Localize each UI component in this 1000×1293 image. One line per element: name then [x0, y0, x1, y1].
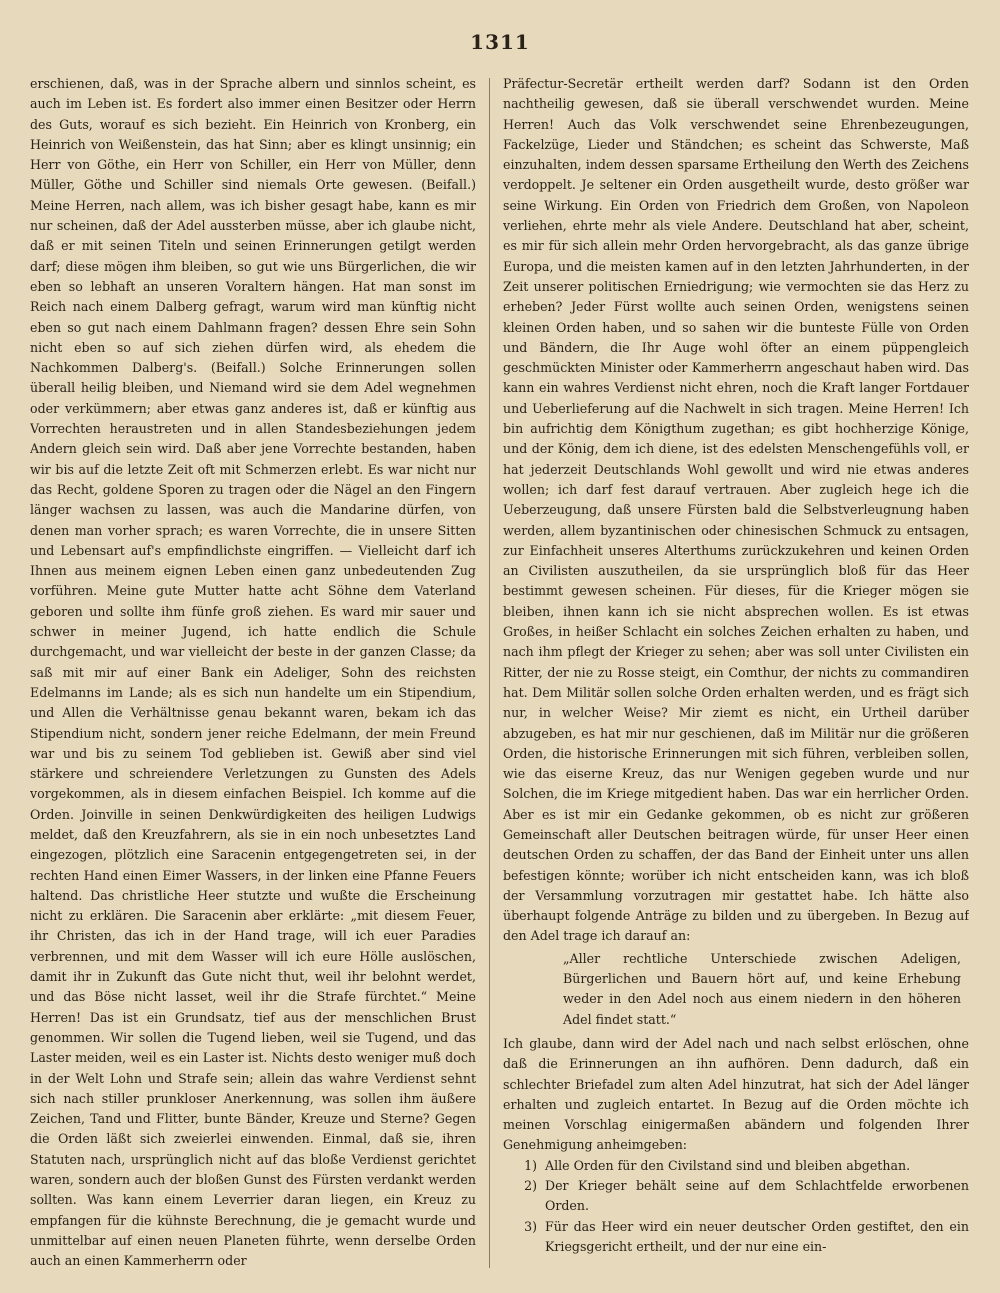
list-item-text: Der Krieger behält seine auf dem Schlachtfelde erworbenen Orden.: [545, 1178, 969, 1214]
right-paragraph-1: Präfectur-Secretär ertheilt werden darf? Sodann ist den Orden nachtheilig gewesen, daß sie überall verschwendet wurden. Meine Herren! Auch das Volk verschwendet seine Ehrenbezeugungen, Fackelzüge, Lieder und Ständchen; es scheint das Schwerste, Maß einzuhalten, indem dessen sparsame Ertheilung den Werth des Zeichens verdoppelt. Je seltener ein Orden ausgetheilt wurde, desto größer war seine Wirkung. Ein Orden von Friedrich dem Großen, von Napoleon verliehen, ehrte mehr als viele Andere. Deutschland hat aber, scheint, es mir für sich allein mehr Orden hervorgebracht, als das ganze übrige Europa, und die meisten kamen auf in den letzten Jahrhunderten, in der Zeit unserer politischen Erniedrigung; wie vermochten sie das Herz zu erheben? Jeder Fürst wollte auch seinen Orden, wenigstens seinen kleinen Orden haben, und so sahen wir die bunteste Fülle von Orden und Bändern, die Ihr Auge wohl öfter an einem püppengleich geschmückten Minister oder Kammerherrn angeschaut haben wird. Das kann ein wahres Verdienst nicht ehren, noch die Kraft langer Fortdauer und Ueberlieferung auf die Nachwelt in sich tragen. Meine Herren! Ich bin aufrichtig dem Königthum zugethan; es gibt hochherzige Könige, und der König, dem ich diene, ist des edelsten Menschengefühls voll, er hat jederzeit Deutschlands Wohl gewollt und wird nie etwas anderes wollen; ich darf fest darauf vertrauen. Aber zugleich hege ich die Ueberzeugung, daß unsere Fürsten bald die Selbstverleugnung haben werden, allem byzantinischen oder chinesischen Schmuck zu entsagen, zur Einfachheit unseres Alterthums zurückzukehren und keinen Orden an Civilisten auszutheilen, da sie ursprünglich bloß für das Heer bestimmt gewesen scheinen. Für dieses, für die Krieger mögen sie bleiben, ihnen kann ich sie nicht absprechen wollen. Es ist etwas Großes, in heißer Schlacht ein solches Zeichen erhalten zu haben, und nach ihm pflegt der Krieger zu sehen; aber was soll unter Civilisten ein Ritter, der nie zu Rosse steigt, ein Comthur, der nichts zu commandiren hat. Dem Militär sollen solche Orden erhalten werden, und es frägt sich nur, in welcher Weise? Mir ziemt es nicht, ein Urtheil darüber abzugeben, es hat mir nur geschienen, daß im Militär nur die größeren Orden, die historische Erinnerungen mit sich führen, verbleiben sollen, wie das eiserne Kreuz, das nur Wenigen gegeben wurde und nur Solchen, die im Kriege mitgedient haben. Das war ein herrlicher Orden. Aber es ist mir ein Gedanke gekommen, ob es nicht zur größeren Gemeinschaft aller Deutschen beitragen würde, für unser Heer einen deutschen Orden zu schaffen, der das Band der Einheit unter uns allen befestigen könnte; worüber ich nicht entscheiden kann, was ich bloß der Versammlung vorzutragen mir gestattet habe. Ich hätte also überhaupt folgende Anträge zu bilden und zu übergeben. In Bezug auf den Adel trage ich darauf an:: [503, 76, 969, 944]
left-paragraph: erschienen, daß, was in der Sprache albern und sinnlos scheint, es auch im Leben ist. Es fordert also immer einen Besitzer oder Herrn des Guts, worauf es sich bezieht. Ein Heinrich von Kronberg, ein Heinrich von Weißenstein, das hat Sinn; aber es klingt unsinnig; ein Herr von Göthe, ein Herr von Schiller, ein Herr von Müller, denn Müller, Göthe und Schiller sind niemals Orte gewesen. (Beifall.) Meine Herren, nach allem, was ich bisher gesagt habe, kann es mir nur scheinen, daß der Adel aussterben müsse, aber ich glaube nicht, daß er mit seinen Titeln und seinen Erinnerungen getilgt werden darf; diese mögen ihm bleiben, so gut wie uns Bürgerlichen, die wir eben so lebhaft an unseren Voraltern hängen. Hat man sonst im Reich nach einem Dalberg gefragt, warum wird man künftig nicht eben so gut nach einem Dahlmann fragen? dessen Ehre sein Sohn nicht eben so auf sich ziehen dürfen wird, als ehedem die Nachkommen Dalberg's. (Beifall.) Solche Erinnerungen sollen überall heilig bleiben, und Niemand wird sie dem Adel wegnehmen oder verkümmern; aber etwas ganz anderes ist, daß er künftig aus Vorrechten heraustreten und in allen Standesbeziehungen jedem Andern gleich sein wird. Daß aber jene Vorrechte bestanden, haben wir bis auf die letzte Zeit oft mit Schmerzen erlebt. Es war nicht nur das Recht, goldene Sporen zu tragen oder die Nägel an den Fingern länger wachsen zu lassen, was auch die Mandarine dürfen, von denen man vorher sprach; es waren Vorrechte, die in unsere Sitten und Lebensart auf's empfindlichste eingriffen. — Vielleicht darf ich Ihnen aus meinem eignen Leben einen ganz unbedeutenden Zug vorführen. Meine gute Mutter hatte acht Söhne dem Vaterland geboren und sollte ihm fünfe groß ziehen. Es ward mir sauer und schwer in meiner Jugend, ich hatte endlich die Schule durchgemacht, und war vielleicht der beste in der ganzen Classe; da saß mit mir auf einer Bank ein Adeliger, Sohn des reichsten Edelmanns im Lande; als es sich nun handelte um ein Stipendium, und Allen die Verhältnisse genau bekannt waren, bekam ich das Stipendium nicht, sondern jener reiche Edelmann, der mein Freund war und bis zu seinem Tod geblieben ist. Gewiß aber sind viel stärkere und schreiendere Verletzungen zu Gunsten des Adels vorgekommen, als in diesem einfachen Beispiel. Ich komme auf die Orden. Joinville in seinen Denkwürdigkeiten des heiligen Ludwigs meldet, daß den Kreuzfahrern, als sie in ein noch unbesetztes Land eingezogen, plötzlich eine Saracenin entgegengetreten sei, in der rechten Hand einen Eimer Wassers, in der linken eine Pfanne Feuers haltend. Das christliche Heer stutzte und wußte die Erscheinung nicht zu erklären. Die Saracenin aber erklärte: „mit diesem Feuer, ihr Christen, das ich in der Hand trage, will ich euer Paradies verbrennen, und mit dem Wasser will ich eure Hölle auslöschen, damit ihr in Zukunft das Gute nicht thut, weil ihr belohnt werdet, und das Böse nicht lasset, weil ihr die Strafe fürchtet.“ Meine Herren! Das ist ein Grundsatz, tief aus der menschlichen Brust genommen. Wir sollen die Tugend lieben, weil sie Tugend, und das Laster meiden, weil es ein Laster ist. Nichts desto weniger muß doch in der Welt Lohn und Strafe sein; allein das wahre Verdienst sehnt sich nach stiller prunkloser Anerkennung, was sollen ihm äußere Zeichen, Tand und Flitter, bunte Bänder, Kreuze und Sterne? Gegen die Orden läßt sich zweierlei einwenden. Einmal, daß sie, ihren Statuten nach, ursprünglich nicht auf das bloße Verdienst gerichtet waren, sondern auch der bloßen Gunst des Fürsten verdankt werden sollten. Was kann einem Leverrier daran liegen, ein Kreuz zu empfangen für die kühnste Berechnung, die je gemacht wurde und unmittelbar auf einen neuen Planeten führte, wenn derselbe Orden auch an einen Kammerherrn oder: [30, 76, 476, 1269]
page-number: 1311: [470, 30, 530, 54]
column-divider: [489, 78, 490, 1268]
left-column: [30, 74, 476, 1274]
list-item-text: Alle Orden für den Civilstand sind und bleiben abgethan.: [545, 1157, 911, 1173]
list-item-text: Für das Heer wird ein neuer deutscher Orden gestiftet, den ein Kriegsgericht ertheilt, und der nur eine ein-: [545, 1218, 969, 1254]
list-item-number: 3): [524, 1218, 537, 1234]
motion-quote: „Aller rechtliche Unterschiede zwischen Adeligen, Bürgerlichen und Bauern hört auf, und keine Erhebung weder in den Adel noch aus einem niedern in den höheren Adel findet statt.“: [563, 950, 961, 1027]
right-column: [503, 74, 969, 1274]
list-item-number: 1): [524, 1157, 537, 1173]
list-item: [503, 1156, 969, 1176]
right-paragraph-2: Ich glaube, dann wird der Adel nach und nach selbst erlöschen, ohne daß die Erinnerungen an ihn aufhören. Denn dadurch, daß ein schlechter Briefadel zum alten Adel hinzutrat, hat sich der Adel länger erhalten und zugleich entartet. In Bezug auf die Orden möchte ich meinen Vorschlag einigermaßen abändern und folgenden Ihrer Genehmigung anheimgeben:: [503, 1035, 969, 1153]
list-item-number: 2): [524, 1178, 537, 1194]
list-item: [503, 1217, 969, 1258]
list-item: [503, 1176, 969, 1217]
